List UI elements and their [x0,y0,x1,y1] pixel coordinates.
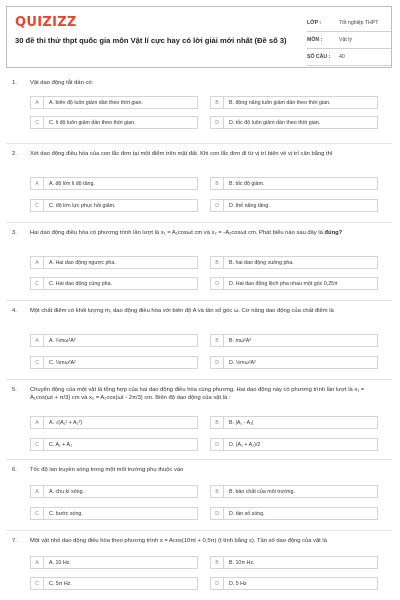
option-key: D [211,200,224,211]
option-text: B. động năng luôn giảm dần theo thời gian. [229,99,331,106]
worksheet-header [6,6,392,68]
divider [6,530,392,531]
question-text: Một vật nhỏ dao động điều hòa theo phương trình x = Acos(10πt + 0,5π) (t tính bằng s). Tần số dao động của vật là [30,538,327,544]
quizizz-logo: QUIZIZZ [15,15,77,30]
option-text: C. ⅓mω²A² [49,359,76,366]
option-text: A. độ lớn li độ tăng. [49,180,95,187]
option-text: A. biên độ luôn giảm dần theo thời gian. [49,99,143,106]
option-text: A. Hai dao động ngược pha. [49,259,116,266]
option-key: C [31,278,44,289]
option-key: D [211,357,224,368]
question-text: Tốc độ lan truyền sóng trong một môi trường phụ thuộc vào [30,467,184,473]
option-c[interactable] [30,199,198,212]
option-text: B. hai dao động vuông pha. [229,259,294,266]
option-key: C [31,508,44,519]
question-text: Vật dao động tắt dần có: [30,80,94,86]
option-text: C. Hai dao động cùng pha. [49,280,113,287]
question-number: 1. [12,80,17,86]
question-number: 6. [12,467,17,473]
option-text: B. mω²A² [229,337,252,344]
option-text: D. tốc độ luôn giảm dần theo thời gian. [229,119,321,126]
option-text: A. 10 Hz. [49,559,71,566]
option-key: D [211,578,224,589]
option-c[interactable] [30,356,198,369]
option-text: A. chu kì sóng. [49,488,85,495]
option-c[interactable] [30,438,198,451]
question-number: 5. [12,387,17,393]
option-text: C. độ lớn lực phục hồi giảm. [49,202,116,209]
option-b[interactable] [210,416,378,429]
meta-value: 40 [339,54,345,60]
option-key: D [211,117,224,128]
option-key: C [31,578,44,589]
meta-row-count [307,49,391,66]
question-text: Hai dao động điều hòa có phương trình lần lượt là x₁ = A₁cosωt cm và x₂ = -A₂cosωt cm. Phát biểu nào sau đây là đúng? [30,230,343,236]
option-key: A [31,178,44,189]
option-key: D [211,278,224,289]
option-text: A. ¼mω²A² [49,337,76,344]
question-number: 3. [12,230,17,236]
option-d[interactable] [210,356,378,369]
option-text: B. tốc độ giảm. [229,180,265,187]
divider [6,379,392,380]
option-key: B [211,97,224,108]
divider [6,459,392,460]
option-text: B. 10π Hz. [229,559,255,566]
option-key: A [31,97,44,108]
option-d[interactable] [210,277,378,290]
divider [6,222,392,223]
question-text: Một chất điểm có khối lượng m, dao động điều hòa với biên độ A và tần số góc ω. Cơ năng dao động của chất điểm là [30,308,334,314]
option-text: D. (A₁ + A₂)/2 [229,441,261,448]
option-text: A. √(A₁² + A₂²) [49,419,83,426]
option-d[interactable] [210,116,378,129]
meta-label: SỐ CÂU : [307,54,331,60]
meta-row-subject [307,32,391,49]
question-7 [6,537,392,587]
option-a[interactable] [30,485,198,498]
question-number: 2. [12,151,17,157]
option-key: D [211,508,224,519]
option-c[interactable] [30,577,198,590]
option-d[interactable] [210,438,378,451]
question-2 [6,150,392,209]
question-4 [6,307,392,366]
option-key: A [31,557,44,568]
question-6 [6,466,392,517]
option-key: B [211,557,224,568]
option-b[interactable] [210,334,378,347]
option-text: D. thế năng tăng. [229,202,270,209]
option-key: B [211,417,224,428]
option-key: C [31,117,44,128]
question-text: Chuyển động của một vật là tổng hợp của hai dao động điều hòa cùng phương. Hai dao động này có phương trình lần lượt là x₁ = A₁cos(ωt + π/3) cm và x₂ = A₂cos(ωt - 2π/3) cm. Biên độ dao động của vật là : [30,387,365,401]
option-c[interactable] [30,507,198,520]
divider [6,300,392,301]
option-a[interactable] [30,556,198,569]
option-text: D. tần số sóng. [229,510,265,517]
option-a[interactable] [30,416,198,429]
option-text: D. Hai dao động lệch pha nhau một góc 0,25π [229,280,338,287]
option-d[interactable] [210,577,378,590]
option-d[interactable] [210,507,378,520]
option-key: C [31,439,44,450]
option-b[interactable] [210,177,378,190]
option-key: B [211,178,224,189]
option-b[interactable] [210,485,378,498]
meta-label: LỚP : [307,20,322,26]
option-a[interactable] [30,96,198,109]
option-a[interactable] [30,334,198,347]
option-text: D. ½mω²A² [229,359,256,366]
question-5 [6,386,392,448]
worksheet-title: 30 đề thi thử thpt quốc gia môn Vật lí cực hay có lời giải mới nhất (Đề số 3) [15,36,287,45]
meta-table [307,15,391,66]
meta-value: Tốt nghiệp THPT [339,20,379,26]
option-a[interactable] [30,177,198,190]
option-c[interactable] [30,116,198,129]
option-key: A [31,257,44,268]
option-a[interactable] [30,256,198,269]
option-b[interactable] [210,96,378,109]
option-text: C. li độ luôn giảm dần theo thời gian. [49,119,136,126]
option-d[interactable] [210,199,378,212]
meta-label: MÔN : [307,37,323,43]
option-key: B [211,257,224,268]
option-key: B [211,335,224,346]
option-text: B. bản chất của môi trường. [229,488,295,495]
meta-row-class [307,15,391,32]
option-text: D. 5 Hz [229,580,247,587]
option-b[interactable] [210,256,378,269]
option-b[interactable] [210,556,378,569]
option-c[interactable] [30,277,198,290]
option-key: A [31,486,44,497]
option-text: C. A₁ + A₂ [49,441,73,448]
question-text: Xét dao động điều hòa của con lắc đơn tại một điểm trên mặt đất. Khi con lắc đơn đi từ vị trí biên về vị trí cân bằng thì [30,151,333,157]
question-number: 7. [12,538,17,544]
option-key: A [31,417,44,428]
option-text: B. |A₁ - A₂| [229,419,254,426]
option-key: C [31,357,44,368]
option-key: C [31,200,44,211]
option-key: A [31,335,44,346]
option-text: C. bước sóng. [49,510,83,517]
option-key: D [211,439,224,450]
divider [6,143,392,144]
question-number: 4. [12,308,17,314]
question-1 [6,79,392,126]
question-3 [6,229,392,287]
meta-value: Vật lý [339,37,352,43]
option-key: B [211,486,224,497]
option-text: C. 5π Hz. [49,580,72,587]
